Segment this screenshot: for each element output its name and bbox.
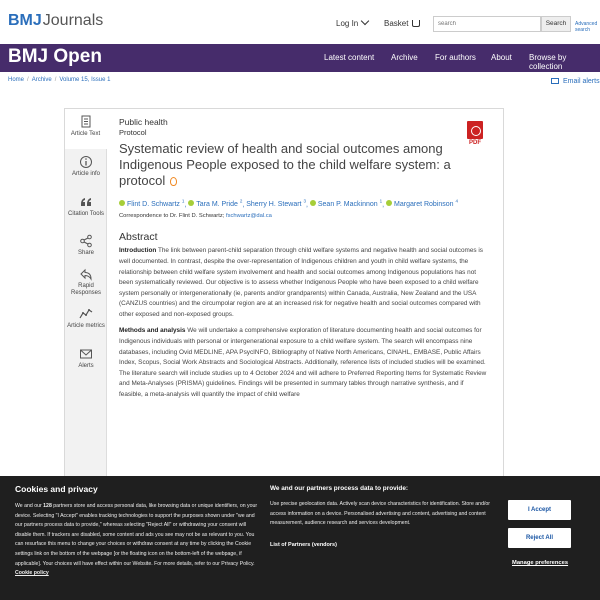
nav-latest-content[interactable]: Latest content — [324, 53, 375, 62]
article-tools-rail — [65, 109, 107, 509]
author-link[interactable]: Tara M. Pride $^2$ — [188, 201, 242, 208]
abstract-heading: Abstract — [119, 231, 158, 244]
login-label: Log In — [336, 19, 359, 28]
basket-button[interactable] — [384, 19, 420, 28]
rail-label: Article metrics — [67, 323, 105, 329]
mail-icon — [79, 347, 93, 361]
email-alerts-link[interactable] — [551, 77, 600, 85]
search-input[interactable] — [433, 16, 541, 32]
cookie-consent-banner — [0, 476, 600, 600]
share-icon — [79, 234, 93, 248]
partners-list-link[interactable]: List of Partners (vendors) — [270, 542, 337, 548]
nav-for-authors[interactable]: For authors — [435, 53, 476, 62]
rail-alerts[interactable] — [65, 347, 107, 370]
breadcrumb: Home / Archive / Volume 15, Issue 1 — [8, 77, 111, 83]
rail-article-text[interactable] — [65, 109, 107, 149]
rail-article-metrics[interactable] — [65, 307, 107, 330]
methods-label: Methods and analysis — [119, 327, 186, 335]
journal-title[interactable]: BMJ Open — [8, 46, 102, 67]
methods-text: We will undertake a comprehensive exploration of literature documenting health and social outcomes for Indigenous individuals with personal or intergenerational exposure to a child welfare system. The search will encompass nine databases, including Ovid MEDLINE, APA PsycINFO, Bibliography of Native North Americans, CINAHL, EMBASE, Public Affairs Index, Scopus, Social Work Abstracts and Sociological Abstracts. Additionally, reference lists of included studies will be examined. The literature search will include studies up to 4 October 2024 and will adhere to Preferred Reporting Items for Systematic Review and Meta-Analyses (PRISMA) guidelines. Findings will be presented in summary tables through narrative synthesis, and if feasible, a meta-analysis will quantify the impact of child welfare — [119, 327, 487, 399]
basket-icon — [412, 20, 420, 27]
rail-article-info[interactable] — [65, 155, 107, 178]
cookie-purposes-heading: We and our partners process data to provide: — [270, 485, 409, 492]
basket-label: Basket — [384, 19, 409, 28]
article-title-text: Systematic review of health and social outcomes among Indigenous People exposed to the child welfare system: a protocol — [119, 141, 451, 188]
quote-icon — [79, 195, 93, 209]
manage-preferences-link[interactable]: Manage preferences — [512, 560, 569, 566]
rail-label: Rapid Responses — [70, 283, 102, 296]
author-link[interactable]: Sean P. Mackinnon $^1$ — [310, 201, 382, 208]
search-button[interactable]: Search — [541, 16, 571, 32]
rail-label: Alerts — [78, 363, 94, 369]
rail-label: Citation Tools — [68, 211, 104, 217]
author-list: Flint D. Schwartz $^1$, Tara M. Pride $^2$, Sherry H. Stewart $^3$, Sean P. Mackinnon $^1$, Margaret Robinson $^4$ — [119, 195, 459, 211]
orcid-icon — [188, 200, 194, 206]
abstract-methods — [119, 326, 487, 400]
intro-label: Introduction — [119, 247, 157, 255]
journal-header — [0, 44, 600, 72]
reject-all-button[interactable]: Reject All — [508, 528, 571, 548]
reply-icon — [79, 267, 93, 281]
article-content — [119, 117, 499, 401]
article-title — [119, 141, 464, 189]
metrics-icon — [79, 307, 93, 321]
cookie-body: We and our 128 partners store and access personal data, like browsing data or unique identifiers, on your device. Selecting "I Accept" enables tracking technologies to support the purposes shown under "we and our partners process data to provide," whereas selecting "Reject All" or withdrawing your consent will disable them. If trackers are disabled, some content and ads you see may not be as relevant to you. You can resurface this menu to change your choices or withdraw consent at any time by clicking the Cookie settings link on the bottom of the webpage [or the floating icon on the bottom-left of the webpage, if applicable]. Your choices will have effect within our Website. For more details, refer to our Privacy Policy. Cookie policy — [15, 503, 258, 577]
article-section: Public health — [119, 117, 168, 127]
abstract-introduction — [119, 246, 487, 320]
info-icon — [79, 155, 93, 169]
cookie-purposes-body: Use precise geolocation data. Actively scan device characteristics for identification. Store and/or access information on a device. Personalised advertising and content, advertising and content measurement, audience research and services development. — [270, 501, 491, 527]
article-type: Protocol — [119, 128, 147, 137]
author-link[interactable]: Sherry H. Stewart $^3$ — [246, 199, 306, 209]
cookie-heading: Cookies and privacy — [15, 484, 98, 494]
rail-label: Share — [77, 250, 94, 256]
brand-rest: Journals — [42, 12, 104, 29]
rail-rapid-responses[interactable] — [65, 267, 107, 297]
breadcrumb-home[interactable]: Home — [8, 77, 25, 83]
chevron-down-icon — [361, 17, 369, 25]
intro-text: The link between parent-child separation through child welfare systems and negative health and social outcomes is well documented. In contrast, despite the over-representation of Indigenous children and youth in child welfare systems, the relationship between child welfare system involvement and health and social outcomes among Indigenous populations has not been systematically reviewed. Our objective is to assess whether Indigenous People who have been exposed to a child welfare system personally or intergenerationally (ie, parents and/or grandparents) within Canada, Australia, New Zealand and the USA (CANZUS countries) and the circumpolar region are at an increased risk for negative health and social outcomes compared with other exposed and non-exposed groups. — [119, 247, 483, 318]
bmj-journals-logo[interactable] — [8, 12, 103, 30]
article-card — [64, 108, 504, 508]
orcid-icon — [310, 200, 316, 206]
correspondence: Correspondence to Dr. Flint D. Schwartz; fschwartz@dal.ca — [119, 213, 272, 220]
author-link[interactable]: Flint D. Schwartz $^1$ — [119, 201, 184, 208]
email-alerts-label: Email alerts — [563, 78, 600, 85]
rail-label: Article info — [71, 171, 100, 177]
brand-bold: BMJ — [8, 12, 42, 29]
rail-citation-tools[interactable] — [65, 195, 107, 218]
pdf-label: PDF — [469, 140, 481, 146]
cookie-policy-link[interactable]: Cookie policy — [15, 570, 49, 577]
author-link[interactable]: Margaret Robinson $^4$ — [386, 201, 458, 208]
mail-icon — [551, 78, 559, 84]
orcid-icon — [386, 200, 392, 206]
nav-archive[interactable]: Archive — [391, 53, 418, 62]
breadcrumb-archive[interactable]: Archive — [31, 77, 52, 83]
breadcrumb-issue[interactable]: Volume 15, Issue 1 — [59, 77, 111, 83]
nav-about[interactable]: About — [491, 53, 512, 62]
nav-browse-by-collection[interactable]: Browse by collection — [529, 53, 567, 71]
advanced-search-link[interactable]: Advanced search — [575, 21, 598, 33]
rail-label: Article Text — [70, 131, 101, 137]
orcid-icon — [119, 200, 125, 206]
rail-share[interactable] — [65, 234, 107, 257]
login-button[interactable] — [336, 19, 368, 28]
site-header — [0, 0, 600, 44]
correspondence-email-link[interactable]: fschwartz@dal.ca — [225, 213, 272, 220]
open-access-icon — [170, 177, 177, 186]
article-text-icon — [79, 115, 93, 129]
accept-button[interactable]: I Accept — [508, 500, 571, 520]
